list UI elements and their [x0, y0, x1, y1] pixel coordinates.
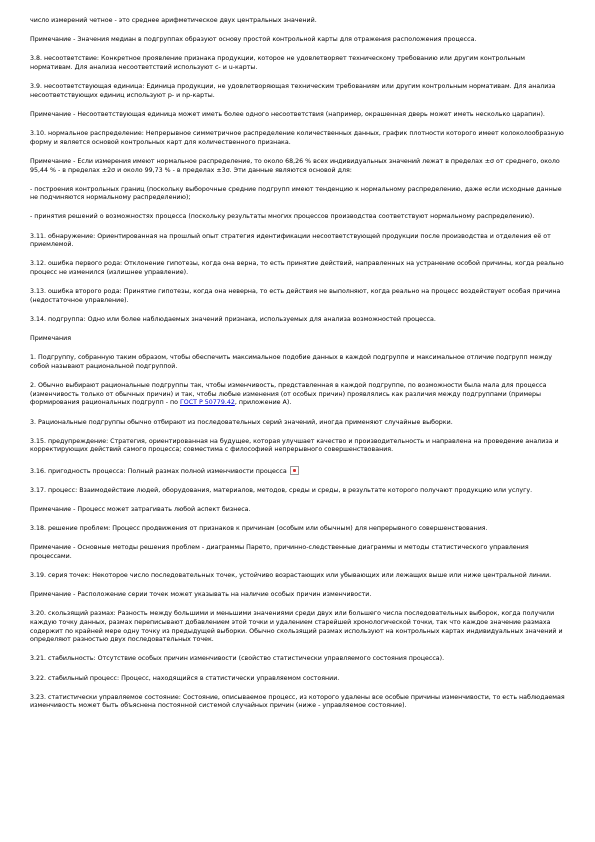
term-3-20: 3.20. скользящий размах: Разность между большими и меньшими значениями среди двух или большего числа последовательных выборок, когда получили каждую точку данных, размах переписывают добавлением этой точки и удалением старейшей хронологической точки, так что каждое значение размаха содержит по крайней мере одну точку из предыдущей выборки. Обычно скользящий размах используют на контрольных картах индивидуальных значений и определяют разностью двух последовательных точек.	[30, 610, 563, 644]
note-3-10: Примечание - Если измерения имеют нормальное распределение, то около 68,26 % всех индивидуальных значений лежат в пределах ±σ от среднего, около 95,44 % - в пределах ±2σ и около 99,73 % - в пределах ±3σ. Эти данные являются основой для:	[30, 157, 560, 174]
note-3-14-1: 1. Подгруппу, собранную таким образом, чтобы обеспечить максимальное подобие данных в каждой подгруппе и максимальное отличие подгрупп между собой называют рациональной подгруппой.	[30, 354, 553, 370]
term-3-13: 3.13. ошибка второго рода: Принятие гипотезы, когда она неверна, то есть действия не выполняют, когда реально на процесс воздействует особая причина (недостаточное управление).	[30, 288, 561, 304]
list-item-control-limits: - построения контрольных границ (поскольку выборочные средние подгрупп имеют тенденцию к нормальному распределению, даже если исходные данные не подчиняются нормальному распределению);	[30, 185, 562, 202]
paragraph-median-end: число измерений четное - это среднее арифметическое двух центральных значений.	[30, 17, 317, 24]
note-3-9: Примечание - Несоответствующая единица может иметь более одного несоответствия (например, окрашенная дверь может иметь несколько царапин).	[30, 110, 545, 118]
term-3-16	[30, 466, 565, 477]
list-item-capability: - принятия решений о возможностях процесса (поскольку результаты многих процессов производства соответствуют нормальному распределению).	[30, 213, 535, 221]
note-3-17: Примечание - Процесс может затрагивать любой аспект бизнеса.	[30, 505, 251, 513]
note-3-14-2	[30, 382, 565, 408]
term-3-15: 3.15. предупреждение: Стратегия, ориентированная на будущее, которая улучшает качество и производительность и направлена на проведение анализа и корректирующих действий самого процесса; совместима с философией непрерывного совершенствования.	[30, 437, 559, 454]
gost-link[interactable]: ГОСТ Р 50779.42	[179, 399, 235, 407]
term-3-12: 3.12. ошибка первого рода: Отклонение гипотезы, когда она верна, то есть принятие действий, направленных на устранение особой причины, когда реально процесс не изменился (излишнее управление).	[30, 260, 564, 277]
term-3-14: 3.14. подгруппа: Одно или более наблюдаемых значений признака, используемых для анализа возможностей процесса.	[30, 316, 436, 323]
term-3-23: 3.23. статистически управляемое состояние: Состояние, описываемое процесс, из которого удалены все особые причины изменчивости, то есть наблюдаемая изменчивость может быть объяснена постоянной системой случайных причин (ниже - управляемое состояние).	[30, 693, 565, 710]
note-3-18: Примечание - Основные методы решения проблем - диаграммы Парето, причинно-следственные диаграммы и методы статистического управления процессами.	[30, 544, 529, 560]
notes-heading: Примечания	[30, 335, 72, 343]
term-3-10: 3.10. нормальное распределение: Непрерывное симметричное распределение количественных данных, график плотности которого имеет колоколообразную форму и является основой контрольных карт для количественного признака.	[30, 130, 564, 146]
note-3-19: Примечание - Расположение серии точек может указывать на наличие особых причин изменчивости.	[30, 591, 372, 599]
note-3-14-2-tail: , приложение А).	[234, 399, 292, 407]
note-median: Примечание - Значения медиан в подгруппах образуют основу простой контрольной карты для отражения расположения процесса.	[30, 36, 477, 44]
term-3-8: 3.8. несоответствие: Конкретное проявление признака продукции, которое не удовлетворяет техническому требованию или другим контрольным нормативам. Для анализа несоответствий используют c- и u-карты.	[30, 55, 525, 71]
term-3-18: 3.18. решение проблем: Процесс продвижения от признаков к причинам (особым или обычным) для непрерывного совершенствования.	[30, 525, 488, 533]
note-3-14-3: 3. Рациональные подгруппы обычно отбирают из последовательных серий значений, иногда применяют случайные выборки.	[30, 418, 453, 426]
term-3-22: 3.22. стабильный процесс: Процесс, находящийся в статистически управляемом состоянии.	[30, 674, 340, 682]
term-3-11: 3.11. обнаружение: Ориентированная на прошлый опыт стратегия идентификации несоответствующей продукции после производства и отделения её от приемлемой.	[30, 232, 551, 249]
term-3-17: 3.17. процесс: Взаимодействие людей, оборудования, материалов, методов, среды и среды, в результате которого получают продукцию или услугу.	[30, 486, 533, 494]
note-3-14-2-text: 2. Обычно выбирают рациональные подгруппы так, чтобы изменчивость, представленная в каждой подгруппе, по возможности была мала для процесса (изменчивость только от обычных причин) и так, чтобы любые изменения (от особых причин) проявлялись как различия между подгруппами (примеры формирования рациональных подгрупп - по	[30, 382, 547, 407]
term-3-21: 3.21. стабильность: Отсутствие особых причин изменчивости (свойство статистически управляемого состояния процесса).	[30, 655, 445, 663]
broken-image-icon	[290, 466, 299, 475]
term-3-19: 3.19. серия точек: Некоторое число последовательных точек, устойчиво возрастающих или убывающих или лежащих выше или ниже центральной линии.	[30, 572, 552, 580]
term-3-16-text: 3.16. пригодность процесса: Полный размах полной изменчивости процесса	[30, 467, 289, 475]
term-3-9: 3.9. несоответствующая единица: Единица продукции, не удовлетворяющая техническим требованиям или другим контрольным нормативам. Для анализа несоответствующих единиц используют p- и np-карты.	[30, 83, 556, 99]
